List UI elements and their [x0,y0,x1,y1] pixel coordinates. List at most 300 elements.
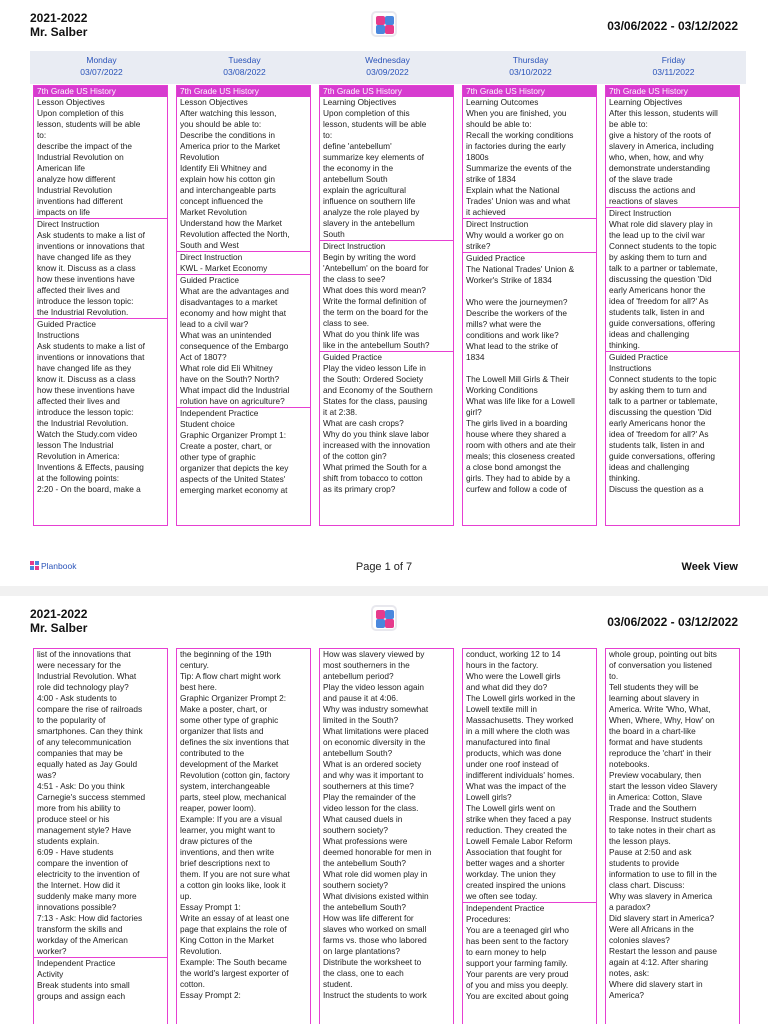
section-text-line: discuss the actions and [609,185,696,195]
section-title: Direct Instruction [609,208,672,218]
section-text-line: the Internet. How did it [37,880,121,890]
section-text-line: discussing the question 'Did [609,407,712,417]
section-text-line: students talk, listen in and [609,307,705,317]
section-text-line: in a mill where the cloth was [466,726,570,736]
section-text-line: like in the antebellum South? [323,340,430,350]
section-text-line: to: [323,130,333,140]
day-date: 03/07/2022 [80,67,123,77]
section-text-line: and why was it important to [323,770,424,780]
section-title: Learning Objectives [323,97,397,107]
section-text-line: Response. Instruct students [609,814,712,824]
section-text-line: thinking. [609,340,640,350]
section-text-line: and Economy of the Southern [323,385,433,395]
section-text-line: the lesson plays. [609,836,671,846]
section-text-line: American life [37,163,85,173]
section-text-line: Procedures: [466,914,511,924]
section-text-line: produce steel or his [37,814,110,824]
section-text-line: idea of 'freedom for all?' As [609,296,709,306]
section-text-line: conditions and work like? [466,330,559,340]
section-text-line: lesson, students will be able [37,119,141,129]
section-text-line: strike when they faced a pay [466,814,572,824]
day-name: Wednesday [365,55,410,65]
date-range: 03/06/2022 - 03/12/2022 [607,19,738,33]
section-text-line: farms vs. those who labored [323,935,427,945]
section-text-line: States for the class, pausing [323,396,428,406]
section-text-line: Why do you think slave labor [323,429,430,439]
section-text-line: Connect students to the topic [609,241,717,251]
section-text-line: Identify Eli Whitney and [180,163,267,173]
section-text-line: girls. They had to abide by a [466,473,571,483]
section-text-line: Revolution (cotton gin, factory [180,770,290,780]
section-text-line: analyze the role played by [323,207,420,217]
section-text-line: Understand how the Market [180,218,282,228]
section-text-line: management style? Have [37,825,132,835]
section-text-line: the class to see? [323,274,386,284]
section-direct-instruction [34,219,167,319]
section-text-line: most southerners in the [323,660,410,670]
section-title: Independent Practice [466,903,545,913]
section-text-line: a close bond amongst the [466,462,562,472]
section-text-line: What is an ordered society [323,759,422,769]
section-text-line: What role did women play in [323,869,428,879]
section-text-line: explain how his cotton gin [180,174,276,184]
section-title: Direct Instruction [37,219,100,229]
section-text-line: Instructions [37,330,80,340]
section-title: Lesson Objectives [180,97,248,107]
section-text-line: Were all Africans in the [609,924,694,934]
section-text-line: it achieved [466,207,506,217]
section-independent-practice [34,958,167,1002]
section-text-line: support your farming family. [466,958,568,968]
lesson-column-friday [605,85,740,526]
section-text-line: explain the agricultural [323,185,407,195]
section-text-line: Explain what the National [466,185,560,195]
section-text-line: information to use to fill in the [609,869,717,879]
section-guided-practice [177,275,310,408]
section-title: Direct Instruction [323,241,386,251]
section-text-line: Upon completion of this [37,108,124,118]
section-title: Guided Practice [609,352,669,362]
section-text-line: notes, ask: [609,968,650,978]
section-text-line: transform the skills and [37,924,123,934]
section-text-line: lesson The Industrial [37,440,114,450]
section-text-line: student. [323,979,353,989]
section-text-line: idea of 'freedom for all?' As [609,429,709,439]
section-text-line: century. [180,660,209,670]
section-text-line: by asking them to turn and [609,252,707,262]
section-text-line: Play the remainder of the [323,792,416,802]
section-text-line: Lowell girls? [466,792,512,802]
section-text-line: summarize key elements of [323,152,424,162]
section-text-line: we often see today. [466,891,538,901]
page-header-left [30,607,87,635]
section-text-line: Your parents are very proud [466,969,569,979]
section-text-line: know it. Discuss as a class [37,263,136,273]
section-title: Guided Practice [180,275,240,285]
section-text-line: What divisions existed within [323,891,429,901]
section-text-line: the antebellum South? [323,858,407,868]
section-text-line: Industrial Revolution on [37,152,124,162]
section-text-line: suddenly make many more [37,891,137,901]
section-text-line: on economic diversity in the [323,737,426,747]
section-text-line: Revolution [180,152,220,162]
lesson-column-thursday-cont [462,648,597,1024]
section-text-line: the Industrial Revolution. [37,307,129,317]
lesson-column-friday-cont [605,648,740,1024]
section-text-line: ideas and challenging [609,329,690,339]
day-header-friday [602,54,745,78]
section-text-line: Summarize the events of the [466,163,572,173]
section-text-line: organizer that depicts the key [180,463,289,473]
section-text-line: electricity to the invention of [37,869,140,879]
section-text-line: 1800s [466,152,489,162]
section-text-line: has been sent to the factory [466,936,569,946]
section-text-line: concept influenced the [180,196,264,206]
section-text-line: have changed life as they [37,363,132,373]
day-name: Thursday [512,55,549,65]
section-text-line: What professions were [323,836,408,846]
section-title: Independent Practice [180,408,259,418]
section-text-line: inventions had different [37,196,123,206]
section-text-line: early Americans honor the [609,285,706,295]
section-text-line: it at 2:38. [323,407,358,417]
section-text-line: girl? [466,407,482,417]
section-text-line: impacts on life [37,207,91,217]
section-text-line: in America: Cotton, Slave [609,792,703,802]
section-text-line: class chart. Discuss: [609,880,685,890]
section-text-line: Did slavery start in America? [609,913,715,923]
section-text-line: to earn money to help [466,947,547,957]
section-text-line: affected their lives and [37,396,120,406]
section-text-line: format and have students [609,737,703,747]
section-text-line: How was life different for [323,913,414,923]
section-text-line: created inspired the unions [466,880,566,890]
section-text-line: Industrial Revolution [37,185,113,195]
section-text-line: again at 4:12. After sharing [609,957,709,967]
section-text-line: slavery in America, including [609,141,714,151]
lesson-column-monday [33,85,168,526]
section-text-line: slaves who worked on small [323,924,427,934]
section-text-line: to: [37,130,47,140]
subject-header: 7th Grade US History [320,86,453,97]
section-text-line: draw pictures of the [180,836,253,846]
section-text-line: Activity [37,969,64,979]
day-date: 03/08/2022 [223,67,266,77]
lesson-column-monday-cont [33,648,168,1024]
section-text-line: 4:51 - Ask: Do you think [37,781,125,791]
section-text-line: 2:20 - On the board, make a [37,484,141,494]
section-text-line: describe the impact of the [37,141,133,151]
section-text-line: lead to a civil war? [180,319,249,329]
section-text-line: define 'antebellum' [323,141,392,151]
section-text-line: demonstrate understanding [609,163,711,173]
school-year: 2021-2022 [30,11,88,25]
section-text-line: the world's largest exporter of [180,968,289,978]
section-text-line: reduction. They created the [466,825,567,835]
section-text-line: Who were the Lowell girls [466,671,561,681]
section-text-line: emerging market economy at [180,485,288,495]
section-text-line: how these inventions have [37,385,135,395]
section-text-line: Watch the Study.com video [37,429,138,439]
section-text-line: the class, one to each [323,968,404,978]
day-date: 03/09/2022 [366,67,409,77]
section-text-line: manufactured into final [466,737,550,747]
footer-brand: Planbook [41,561,77,571]
planbook-logo-icon [371,605,397,631]
section-text-line: to the popularity of [37,715,106,725]
section-text-line: to take notes in their chart as [609,825,716,835]
section-text-line: analyze how different [37,174,116,184]
section-text-line: introduce the lesson topic: [37,296,134,306]
section-text-line: What are the advantages and [180,286,289,296]
section-title: Guided Practice [323,352,383,362]
section-text-line: you should be able to: [180,119,262,129]
section-text-line: Trades' Union was and what [466,196,571,206]
section-text-line: Example: The South became [180,957,287,967]
section-guided-practice [463,253,596,495]
section-text-line: have on the South? North? [180,374,280,384]
section-text-line: ideas and challenging [609,462,690,472]
section-text-line: After this lesson, students will [609,108,718,118]
teacher-name: Mr. Salber [30,25,88,39]
section-text-line: What role did Eli Whitney [180,363,273,373]
section-text-line: class to see. [323,318,370,328]
section-text-line: the board in a chart-like [609,726,696,736]
section-text-line: mills? what were the [466,319,542,329]
section-text-line: Worker's Strike of 1834 [466,275,552,285]
section-text-line: them. If you are not sure what [180,869,290,879]
section-text-line: What are cash crops? [323,418,404,428]
section-text-line: shift from tobacco to cotton [323,473,423,483]
section-text-line: Pause at 2:50 and ask [609,847,692,857]
section-text-line: Recall the working conditions [466,130,574,140]
section-text-line: was? [37,770,57,780]
section-text-line: increased with the innovation [323,440,431,450]
section-text-line: meals; this closeness created [466,451,575,461]
section-text-line: 'Antebellum' on the board for [323,263,429,273]
section-text-line: When you are finished, you [466,108,567,118]
day-date: 03/11/2022 [652,67,695,77]
section-lesson-objectives [34,97,167,219]
section-text-line: were necessary for the [37,660,121,670]
section-text-line: on large plantations? [323,946,401,956]
section-continued [177,649,310,1001]
section-text-line: strike of 1834 [466,174,516,184]
section-text-line: colonies slaves? [609,935,670,945]
section-text-line: Write the formal definition of [323,296,427,306]
section-text-line: under one roof instead of [466,759,559,769]
section-text-line: Ask students to make a list of [37,341,145,351]
section-text-line: Instructions [609,363,652,373]
section-text-line: development of the Market [180,759,279,769]
section-text-line: The Lowell girls worked in the [466,693,576,703]
section-text-line: What lead to the strike of [466,341,558,351]
section-text-line: have changed life as they [37,252,132,262]
section-text-line: After watching this lesson, [180,108,277,118]
section-text-line: reaper, power loom). [180,803,257,813]
section-text-line: What was an unintended [180,330,272,340]
section-text-line: Distribute the worksheet to [323,957,422,967]
section-text-line: of the slave trade [609,174,673,184]
planbook-page-2 [0,596,768,1024]
section-text-line: who, when, how, and why [609,152,704,162]
section-text-line: indifferent individuals' homes. [466,770,575,780]
subject-header: 7th Grade US History [177,86,310,97]
section-text-line [466,286,593,297]
section-text-line: Break students into small [37,980,130,990]
section-learning-objectives [606,97,739,208]
lesson-column-tuesday-cont [176,648,311,1024]
section-title: Lesson Objectives [37,97,105,107]
section-text-line: be able to: [609,119,648,129]
section-text-line: know it. Discuss as a class [37,374,136,384]
section-text-line: guide conversations, offering [609,451,715,461]
section-text-line: students talk, listen in and [609,440,705,450]
day-header-wednesday [316,54,459,78]
section-text-line: Play the video lesson again [323,682,425,692]
section-text-line: southerners at this time? [323,781,414,791]
section-text-line: in factories during the early [466,141,566,151]
section-text-line: King Cotton in the Market [180,935,274,945]
section-text-line: Essay Prompt 2: [180,990,241,1000]
section-learning-outcomes [463,97,596,219]
section-text-line: of you and miss you deeply. [466,980,569,990]
section-text-line: What was the impact of the [466,781,567,791]
section-text-line: give a history of the roots of [609,130,711,140]
subject-header: 7th Grade US History [34,86,167,97]
section-text-line: America. Write 'Who, What, [609,704,711,714]
section-text-line: compare the invention of [37,858,128,868]
section-text-line: reproduce the 'chart' in their [609,748,712,758]
section-title: Direct Instruction [180,252,243,262]
section-text-line: What limitations were placed [323,726,429,736]
section-text-line: and pause it at 4:06. [323,693,399,703]
section-text-line: Tip: A flow chart might work [180,671,281,681]
lesson-column-wednesday [319,85,454,526]
section-text-line: best here. [180,682,217,692]
section-text-line: Ask students to make a list of [37,230,145,240]
section-text-line: southern society? [323,825,389,835]
section-text-line: Massachusetts. They worked [466,715,574,725]
section-text-line: students to provide [609,858,680,868]
section-text-line: economy and how might that [180,308,287,318]
lesson-column-wednesday-cont [319,648,454,1024]
section-text-line: compare the rise of railroads [37,704,143,714]
section-text-line: Inventions & Effects, pausing [37,462,144,472]
section-text-line: of conversation you listened [609,660,712,670]
section-text-line: Restart the lesson and pause [609,946,717,956]
section-text-line: contributed to the [180,748,245,758]
section-text-line: How was slavery viewed by [323,649,425,659]
section-text-line: strike? [466,241,491,251]
section-text-line: Revolution in America: [37,451,120,461]
day-header-row [30,51,746,84]
day-name: Tuesday [228,55,261,65]
section-direct-instruction [320,241,453,352]
section-text-line: cotton. [180,979,205,989]
section-text-line: What impact did the Industrial [180,385,290,395]
section-text-line: Preview vocabulary, then [609,770,702,780]
lesson-column-tuesday [176,85,311,526]
section-direct-instruction [606,208,739,352]
section-title: Guided Practice [37,319,97,329]
section-text-line: Graphic Organizer Prompt 1: [180,430,287,440]
section-title: Learning Outcomes [466,97,539,107]
section-text-line: Where did slavery start in [609,979,703,989]
section-text-line: aspects of the United States' [180,474,286,484]
section-text-line: the Industrial Revolution. [37,418,129,428]
section-text-line: the lead up to the civil war [609,230,705,240]
section-text-line: groups and assign each [37,991,126,1001]
section-text-line: Play the video lesson Life in [323,363,426,373]
section-text-line: parts, steel plow, mechanical [180,792,287,802]
section-text-line: KWL - Market Economy [180,263,268,273]
section-text-line: of any telecommunication [37,737,132,747]
section-text-line: Describe the conditions in [180,130,276,140]
section-text-line: talk to a partner or tablemate, [609,396,718,406]
subject-header: 7th Grade US History [463,86,596,97]
day-name: Monday [86,55,117,65]
section-text-line: talk to a partner or tablemate, [609,263,718,273]
section-continued [320,649,453,1001]
teacher-name: Mr. Salber [30,621,88,635]
section-text-line: Industrial Revolution. What [37,671,137,681]
section-text-line: affected their lives and [37,285,120,295]
section-text-line: the term on the board for the [323,307,429,317]
section-text-line: workday. The union they [466,869,556,879]
section-text-line: up. [180,891,192,901]
section-text-line: Why was industry somewhat [323,704,429,714]
section-text-line: rolution have on agriculture? [180,396,285,406]
lesson-column-thursday [462,85,597,526]
day-header-monday [30,54,173,78]
section-text-line: room with others and ate their [466,440,576,450]
day-header-tuesday [173,54,316,78]
day-name: Friday [661,55,686,65]
section-text-line: Why would a worker go on [466,230,564,240]
section-text-line: thinking. [609,473,640,483]
section-text-line: Graphic Organizer Prompt 2: [180,693,287,703]
section-text-line: limited in the South? [323,715,399,725]
section-text-line: Write an essay of at least one [180,913,290,923]
section-text-line: and interchangeable parts [180,185,276,195]
section-learning-objectives [320,97,453,241]
section-text-line: inventions or innovations that [37,352,145,362]
section-text-line: The girls lived in a boarding [466,418,568,428]
section-text-line: other type of graphic [180,452,256,462]
section-text-line: Begin by writing the word [323,252,416,262]
section-text-line: What does this word mean? [323,285,426,295]
school-year: 2021-2022 [30,607,88,621]
section-lesson-objectives [177,97,310,252]
section-text-line: The Lowell Mill Girls & Their [466,374,570,384]
section-text-line: defines the six inventions that [180,737,289,747]
section-text-line: What do you think life was [323,329,420,339]
section-text-line: Connect students to the topic [609,374,717,384]
section-text-line [466,363,593,374]
section-text-line: slavery in the antebellum [323,218,415,228]
section-text-line: Student choice [180,419,235,429]
section-text-line: students explain. [37,836,100,846]
section-text-line: a paradox? [609,902,651,912]
section-text-line: lesson, students will be able [323,119,427,129]
section-guided-practice [320,352,453,495]
day-header-thursday [459,54,602,78]
section-text-line: guide conversations, offering [609,318,715,328]
section-text-line: The National Trades' Union & [466,264,575,274]
section-text-line: brief descriptions next to [180,858,270,868]
section-independent-practice [463,903,596,1002]
